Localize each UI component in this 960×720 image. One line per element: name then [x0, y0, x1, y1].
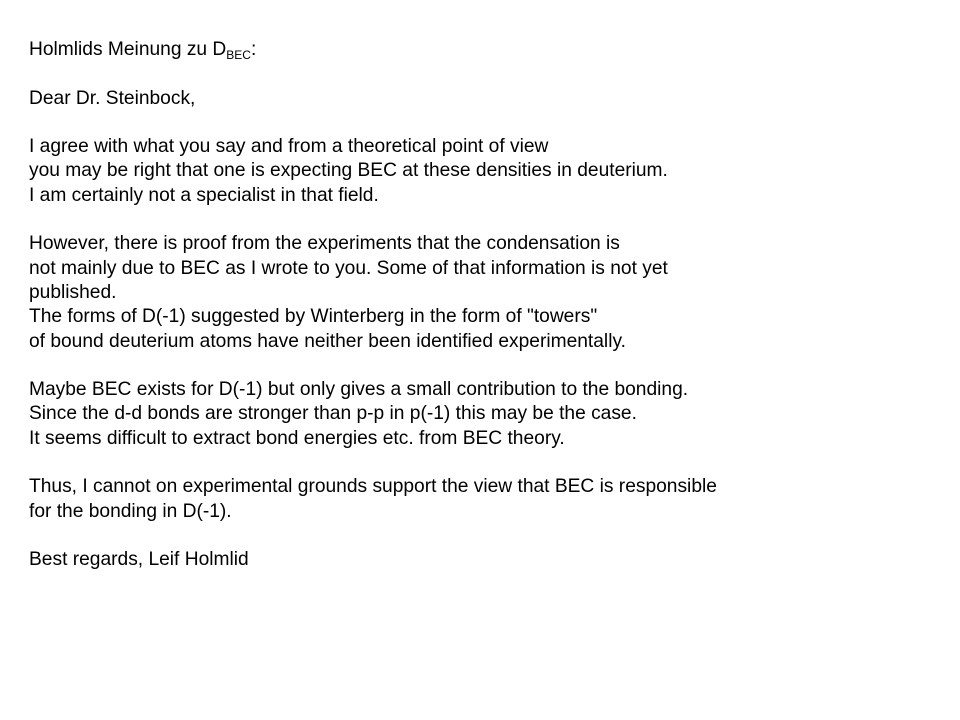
greeting: Dear Dr. Steinbock,: [29, 87, 196, 109]
paragraph-2-line-2: not mainly due to BEC as I wrote to you. Some of that information is not yet: [29, 257, 668, 279]
paragraph-2-line-4: The forms of D(-1) suggested by Winterberg in the form of "towers": [29, 306, 598, 328]
title-suffix: :: [250, 39, 257, 60]
paragraph-2-line-1: However, there is proof from the experiments that the condensation is: [29, 233, 620, 255]
title-prefix: Holmlids Meinung zu D: [29, 39, 227, 60]
paragraph-2-line-3: published.: [29, 281, 117, 303]
title-subscript: BEC: [226, 48, 251, 62]
spacer: [29, 111, 944, 135]
paragraph-1-line-1: I agree with what you say and from a theoretical point of view: [29, 136, 549, 158]
closing: Best regards, Leif Holmlid: [29, 549, 249, 571]
paragraph-3-line-3: It seems difficult to extract bond energies etc. from BEC theory.: [29, 427, 565, 449]
paragraph-2-line-5: of bound deuterium atoms have neither been identified experimentally.: [29, 330, 626, 352]
spacer: [29, 62, 944, 86]
paragraph-3-line-1: Maybe BEC exists for D(-1) but only gives a small contribution to the bonding.: [29, 379, 689, 401]
spacer: [29, 354, 944, 378]
paragraph-1-line-2: you may be right that one is expecting BEC at these densities in deuterium.: [29, 160, 668, 182]
paragraph-3-line-2: Since the d-d bonds are stronger than p-p in p(-1) this may be the case.: [29, 403, 637, 425]
paragraph-4-line-2: for the bonding in D(-1).: [29, 500, 232, 522]
letter-title: [29, 38, 944, 62]
spacer: [29, 451, 944, 475]
letter-text: [29, 38, 944, 573]
spacer: [29, 208, 944, 232]
spacer: [29, 524, 944, 548]
paragraph-4-line-1: Thus, I cannot on experimental grounds support the view that BEC is responsible: [29, 476, 717, 498]
paragraph-1-line-3: I am certainly not a specialist in that field.: [29, 184, 379, 206]
